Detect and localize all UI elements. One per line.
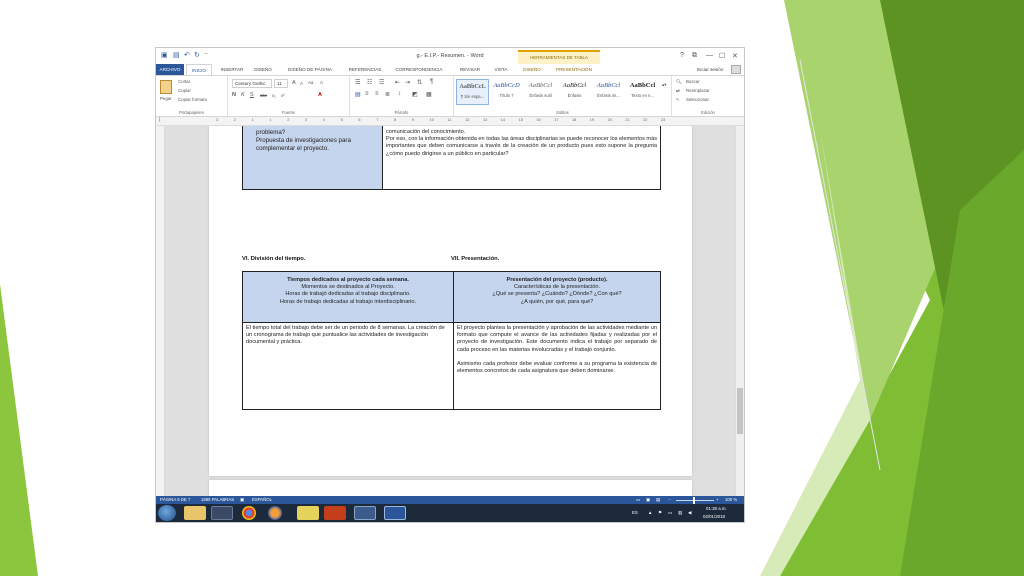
ribbon-tabs [156, 64, 744, 75]
next-page[interactable] [209, 480, 692, 496]
find-icon[interactable]: 🔍︎ [676, 79, 682, 84]
zoom-level[interactable]: 100 % [725, 497, 738, 502]
battery-icon[interactable]: ▭ [668, 510, 673, 515]
decrease-indent-icon[interactable]: ⇤ [395, 80, 401, 86]
ruler-number: 4 [322, 118, 325, 122]
styles-group [454, 76, 672, 116]
zoom-slider[interactable] [676, 500, 714, 501]
styles-scroll-icon[interactable]: ▴▾ [662, 82, 667, 87]
zoom-in-button[interactable]: + [716, 497, 719, 502]
network-icon[interactable]: ▥ [678, 510, 683, 515]
status-bar [156, 496, 744, 504]
title-bar [156, 48, 744, 64]
increase-indent-icon[interactable]: ⇥ [405, 80, 411, 86]
cut-button[interactable]: Cortar [178, 79, 191, 84]
style-enfasis-sutil[interactable]: AaBbCcl Énfasis sutil [528, 82, 553, 98]
tab-table-presentacion[interactable]: PRESENTACIÓN [556, 67, 592, 72]
proofing-icon[interactable]: ▣ [240, 497, 245, 502]
select-button[interactable]: Seleccionar [686, 97, 709, 102]
font-color-button[interactable]: A [318, 92, 322, 98]
style-enfasis[interactable]: AaBbCcl Énfasis [562, 82, 587, 98]
presentation-body-cell[interactable]: El proyecto plantea la presentación y aprobación de las actividades mediante un formato que compute el avance de las actividades fijadas y realizadas por el proyecto de investigación. Este documento indica el trabajo por separado de cada proceso en las materias involucradas y el trabajo conjunto. Asimismo cada profesor debe evaluar conforme a su programa la existencia de elementos concretos de cada asignatura que deben dominarse. [453, 322, 661, 410]
ruler-number: 10 [429, 118, 434, 122]
explorer-icon[interactable] [184, 506, 206, 520]
sort-icon[interactable]: ⇅ [417, 80, 423, 86]
word-icon[interactable] [384, 506, 406, 520]
tab-insertar[interactable]: INSERTAR [220, 67, 244, 72]
minimize-button[interactable]: — [706, 52, 713, 59]
copy-button[interactable]: Copiar [178, 88, 191, 93]
ruler-number: 2 [287, 118, 290, 122]
tab-archivo[interactable]: ARCHIVO [156, 64, 184, 75]
multilevel-list-icon[interactable]: ☲ [379, 80, 385, 86]
ruler-number: 19 [589, 118, 595, 122]
section-vii-heading: VII. Presentación. [451, 256, 500, 262]
document-page[interactable] [209, 126, 692, 476]
ruler-number: 21 [625, 118, 630, 122]
redo-icon[interactable]: ↻ [194, 52, 200, 59]
ribbon [156, 75, 744, 117]
underline-button[interactable]: S [250, 92, 254, 98]
ruler-number: 3 [216, 118, 219, 122]
close-button[interactable]: ✕ [732, 53, 738, 60]
firefox-icon[interactable] [268, 506, 282, 520]
ruler-number: 11 [447, 118, 452, 122]
ruler-number: 3 [305, 118, 308, 122]
ruler-number: 16 [536, 118, 541, 122]
paste-icon[interactable] [160, 80, 172, 94]
align-right-icon[interactable]: ≡ [375, 91, 379, 97]
language-indicator[interactable]: ESPAÑOL [252, 497, 272, 502]
green-shard-left [0, 284, 38, 576]
ruler-number: 7 [376, 118, 379, 122]
ruler-number: 2 [233, 118, 236, 122]
find-button[interactable]: Buscar [686, 79, 700, 84]
replace-button[interactable]: Reemplazar [686, 88, 710, 93]
tab-table-diseno[interactable]: DISEÑO [523, 67, 541, 72]
scrollbar-thumb[interactable] [737, 388, 743, 434]
change-case-button[interactable]: Aa [308, 80, 314, 85]
ribbon-display-options-button[interactable]: ⧉ [692, 52, 697, 59]
justify-icon[interactable]: ≣ [385, 92, 391, 98]
clear-format-button[interactable]: A [320, 80, 323, 85]
tab-selector-icon[interactable]: ⌊ [159, 117, 161, 123]
undo-icon[interactable]: ↶ [184, 52, 190, 59]
borders-icon[interactable]: ▦ [426, 92, 432, 98]
ruler-number: 9 [411, 118, 414, 122]
align-center-icon[interactable]: ≡ [365, 91, 369, 97]
ruler-number: 22 [643, 118, 648, 122]
ruler-number: 1 [269, 118, 272, 122]
help-button[interactable]: ? [680, 52, 684, 59]
chrome-icon[interactable] [242, 506, 256, 520]
style-texto-en-negrita[interactable]: AaBbCcl Texto en n... [629, 82, 656, 98]
show-formatting-icon[interactable]: ¶ [430, 79, 434, 85]
italic-button[interactable]: K [241, 92, 245, 98]
web-layout-icon[interactable]: ▤ [656, 497, 661, 502]
ruler-number: 12 [465, 118, 470, 122]
paste-button[interactable]: Pegar [160, 96, 172, 101]
read-mode-icon[interactable]: ▭ [636, 497, 641, 502]
select-icon[interactable]: ↖ [676, 97, 680, 102]
align-left-icon[interactable]: ▤ [355, 92, 361, 98]
time-body-cell[interactable]: El tiempo total del trabajo debe ser de un periodo de 8 semanas. La creación de un cronograma de trabajo que puntualice las actividades de investigación documental y práctica. [242, 322, 454, 410]
maximize-button[interactable]: ☐ [719, 53, 726, 60]
ruler-number: 6 [358, 118, 361, 122]
document-title: g.- E.I.P.- Resumen. - Word [416, 53, 484, 59]
replace-icon[interactable]: ⇄ [676, 88, 680, 93]
strikethrough-button[interactable]: abc [260, 93, 268, 98]
clock-time[interactable]: 01:38 a.m. [706, 506, 727, 511]
tab-correspondencia[interactable]: CORRESPONDENCIA [395, 67, 443, 72]
media-player-icon[interactable] [211, 506, 233, 520]
superscript-button[interactable]: x² [281, 93, 285, 98]
presentation-header-cell[interactable]: Presentación del proyecto (producto). Características de la presentación. ¿Qué se presenta? ¿Cuándo? ¿Dónde? ¿Con qué? ¿A quién, por qué, para qué? [453, 271, 661, 323]
show-hidden-icons-icon[interactable]: ▲ [648, 510, 653, 515]
editing-group [672, 76, 744, 116]
style-sin-espaciado[interactable]: AaBbCcL ¶ Sin espa... [456, 79, 489, 105]
avatar[interactable] [731, 65, 741, 74]
print-layout-icon[interactable]: ▣ [646, 497, 651, 502]
horizontal-ruler[interactable] [156, 117, 744, 126]
save-icon[interactable]: ▤ [173, 52, 180, 59]
section-vi-heading: VI. División del tiempo. [242, 256, 306, 262]
style-titulo-7[interactable]: AaBbCcD Título 7 [493, 82, 520, 98]
ruler-number: 23 [661, 118, 666, 122]
clipboard-group-label: Portapapeles [179, 110, 204, 115]
tab-inicio[interactable]: INICIO [186, 64, 212, 75]
zoom-out-button[interactable]: − [668, 497, 671, 502]
start-button[interactable] [158, 505, 176, 521]
ruler-number: 18 [572, 118, 577, 122]
ruler-number: 20 [607, 118, 612, 122]
font-name-select[interactable]: Century Gothic [232, 79, 272, 88]
ruler-number: 8 [394, 118, 397, 122]
bold-button[interactable]: N [232, 92, 236, 98]
ruler-number: 15 [518, 118, 523, 122]
subscript-button[interactable]: x₂ [272, 93, 276, 98]
tab-revisar[interactable]: REVISAR [459, 67, 481, 72]
styles-group-label: Estilos [556, 110, 569, 115]
ruler-number: 14 [500, 118, 506, 122]
shrink-font-button[interactable]: A [300, 81, 303, 86]
word-logo-icon: ▣ [161, 52, 168, 59]
ruler-number: 17 [554, 118, 559, 122]
font-group [228, 76, 350, 116]
top-table-right-cell[interactable]: comunicación del conocimiento. Por eso, con la información obtenida en todas las áreas disciplinarias se puede reconocer los elementos más importantes que deben comunicarse a través de la creación de un producto pues esto supone la pregunta ¿cómo puedo dirigirse a un público en particular? [382, 126, 661, 190]
numbering-icon[interactable]: ☷ [367, 80, 373, 86]
powerpoint-icon[interactable] [324, 506, 346, 520]
font-group-label: Fuente [281, 110, 296, 115]
shading-icon[interactable]: ◩ [412, 92, 418, 98]
editing-group-label: Edición [701, 110, 715, 115]
zoom-slider-handle[interactable] [693, 497, 695, 504]
customize-quick-access-icon[interactable]: ⁼ [204, 52, 208, 59]
word-count[interactable]: 1895 PALABRAS [201, 497, 235, 502]
tab-diseno[interactable]: DISEÑO [254, 67, 272, 72]
taskbar [156, 504, 744, 522]
style-enfasis-intenso[interactable]: AaBbCcl Énfasis int... [596, 82, 621, 98]
table-tools-context-label: HERRAMIENTAS DE TABLA [518, 50, 600, 64]
clock-date[interactable]: 02/01/2018 [703, 514, 725, 519]
top-table-left-cell[interactable]: problema? Propuesta de investigaciones para complementar el proyecto. [242, 126, 383, 190]
format-painter-button[interactable]: Copiar formato [178, 97, 208, 102]
line-spacing-icon[interactable]: ↕ [398, 91, 401, 97]
tab-referencias[interactable]: REFERENCIAS [348, 67, 382, 72]
sign-in-link[interactable]: Iniciar sesión [696, 67, 724, 72]
volume-icon[interactable]: ◀ [688, 510, 692, 515]
bullets-icon[interactable]: ☰ [355, 80, 361, 86]
input-language[interactable]: ES [632, 510, 638, 515]
ruler-number: 1 [251, 118, 254, 122]
flag-icon[interactable]: ⚑ [658, 510, 662, 515]
display-icon[interactable] [354, 506, 376, 520]
vertical-ruler [156, 126, 165, 496]
clipboard-group [156, 76, 228, 116]
grow-font-button[interactable]: A [292, 80, 296, 86]
word-window [156, 48, 744, 522]
vertical-scrollbar[interactable] [735, 126, 744, 496]
page-count[interactable]: PÁGINA 6 DE 7 [160, 497, 191, 502]
font-size-select[interactable]: 11 [274, 79, 288, 88]
tab-vista[interactable]: VISTA [494, 67, 508, 72]
tab-diseno-de-pagina[interactable]: DISEÑO DE PÁGINA [288, 67, 332, 72]
time-header-cell[interactable]: Tiempos dedicados al proyecto cada semana. Momentos se destinados al Proyecto. Horas de trabajó dedicadas al trabajo disciplinario. Horas de trabajo dedicadas al trabajo interdisciplinario. [242, 271, 454, 323]
document-area[interactable] [165, 126, 735, 496]
stickies-icon[interactable] [297, 506, 319, 520]
ruler-number: 13 [483, 118, 488, 122]
ruler-number: 5 [340, 118, 343, 122]
paragraph-group-label: Párrafo [394, 110, 409, 115]
paragraph-group [350, 76, 454, 116]
